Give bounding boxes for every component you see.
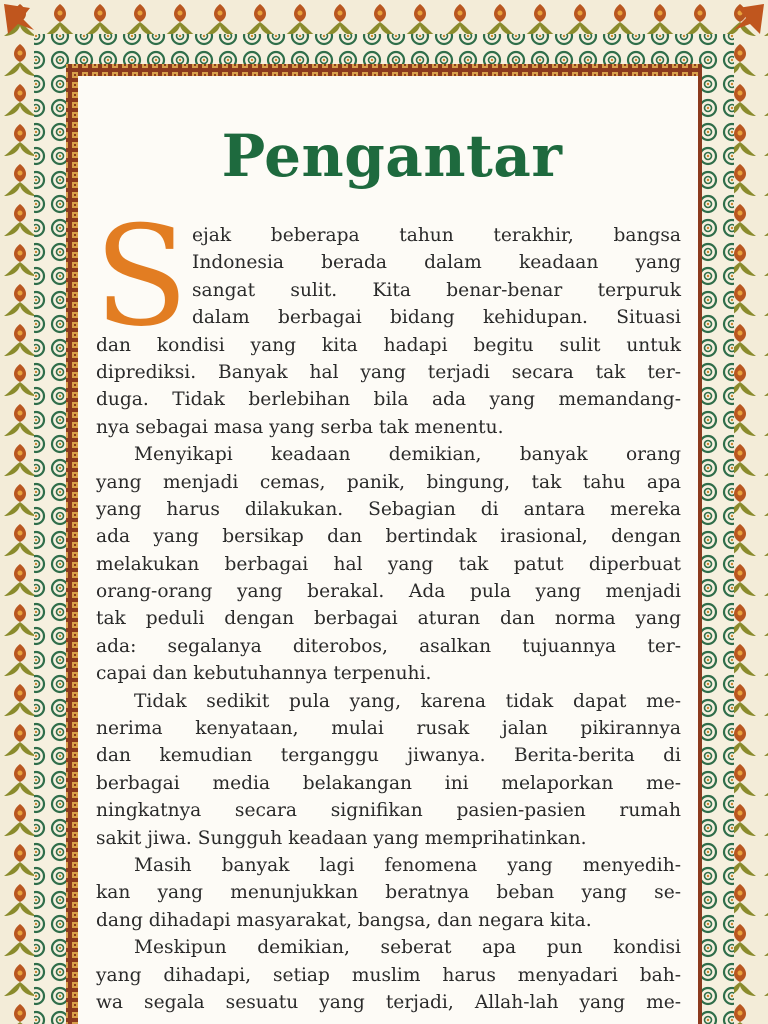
text-line: yang dihadapi, setiap muslim harus menyadari bah- xyxy=(96,964,681,986)
text-line: dang dihadapi masyarakat, bangsa, dan negara kita. xyxy=(96,909,592,931)
text-line: Masih banyak lagi fenomena yang menyedih- xyxy=(134,854,681,876)
paragraph-1 xyxy=(96,222,681,332)
text-line: dan kemudian terganggu jiwanya. Berita-berita di xyxy=(96,745,681,767)
text-line: ningkatnya secara signifikan pasien-pasien rumah xyxy=(96,800,681,822)
text-line: ada yang bersikap dan bertindak irasional, dengan xyxy=(96,526,681,548)
text-line: Indonesia berada dalam keadaan yang xyxy=(192,252,681,274)
paragraph-5 xyxy=(96,934,681,1016)
paragraph-3 xyxy=(96,688,681,852)
text-line: sangat sulit. Kita benar-benar terpuruk xyxy=(192,279,681,301)
paragraph-2 xyxy=(96,441,681,688)
text-line: tak peduli dengan berbagai aturan dan norma yang xyxy=(96,608,681,630)
text-line: nerima kenyataan, mulai rusak jalan pikirannya xyxy=(96,718,681,740)
text-line: ada: segalanya diterobos, asalkan tujuannya ter- xyxy=(96,635,681,657)
text-line: Menyikapi keadaan demikian, banyak orang xyxy=(134,444,681,466)
text-line: kan yang menunjukkan beratnya beban yang se- xyxy=(96,882,681,904)
drop-cap-letter: S xyxy=(94,196,189,357)
text-line: melakukan berbagai hal yang tak patut diperbuat xyxy=(96,553,681,575)
text-line: orang-orang yang berakal. Ada pula yang menjadi xyxy=(96,581,681,603)
body-text xyxy=(96,222,681,1016)
paragraph-1-cont xyxy=(96,332,681,442)
text-line: dan kondisi yang kita hadapi begitu sulit untuk xyxy=(96,334,681,356)
text-line: yang harus dilakukan. Sebagian di antara mereka xyxy=(96,498,681,520)
text-line: yang menjadi cemas, panik, bingung, tak tahu apa xyxy=(96,471,681,493)
text-line: Meskipun demikian, seberat apa pun kondisi xyxy=(134,937,681,959)
text-line: sakit jiwa. Sungguh keadaan yang memprihatinkan. xyxy=(96,827,587,849)
text-line: capai dan kebutuhannya terpenuhi. xyxy=(96,663,432,685)
text-line: dalam berbagai bidang kehidupan. Situasi xyxy=(192,307,681,329)
paragraph-4 xyxy=(96,852,681,934)
text-line: duga. Tidak berlebihan bila ada yang memandang- xyxy=(96,389,681,411)
text-line: Tidak sedikit pula yang, karena tidak dapat me- xyxy=(134,690,681,712)
text-line: diprediksi. Banyak hal yang terjadi secara tak ter- xyxy=(96,361,681,383)
text-line: berbagai media belakangan ini melaporkan me- xyxy=(96,772,681,794)
text-line: nya sebagai masa yang serba tak menentu. xyxy=(96,416,504,438)
page-title: Pengantar xyxy=(221,122,563,190)
page-content xyxy=(86,82,698,1024)
text-line: wa segala sesuatu yang terjadi, Allah-lah yang me- xyxy=(96,991,681,1013)
text-line: ejak beberapa tahun terakhir, bangsa xyxy=(192,225,681,246)
